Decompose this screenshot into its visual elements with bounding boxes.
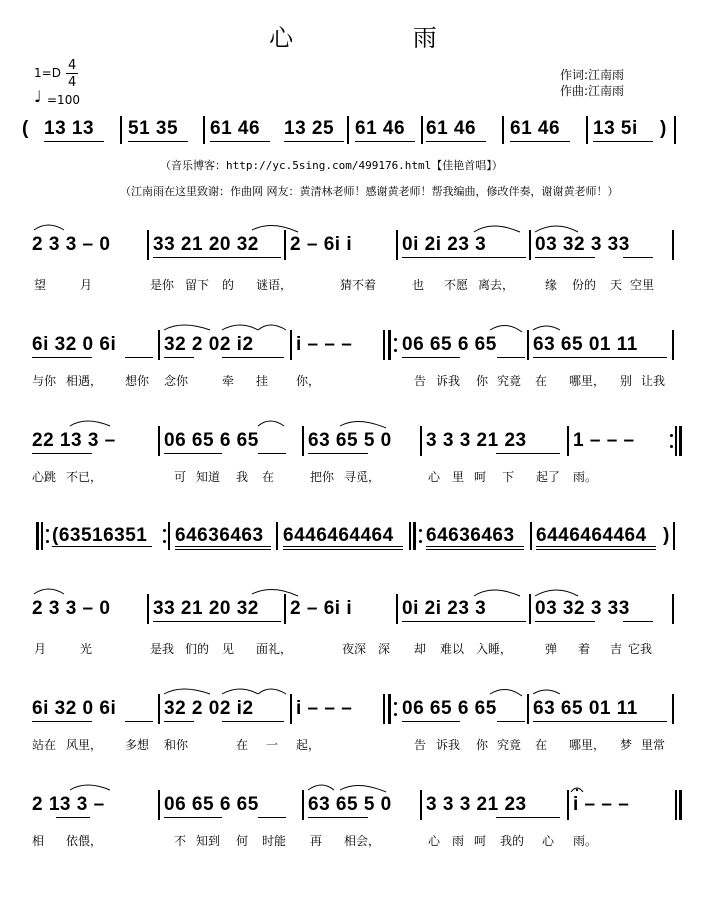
measure: 6i 32 0 6i bbox=[32, 334, 117, 355]
lyric: 你 bbox=[476, 374, 489, 388]
lyric: 牵 bbox=[222, 374, 235, 388]
interlude-measure: 64636463 bbox=[175, 525, 264, 546]
lyric: 见 bbox=[222, 642, 235, 656]
lyric: 深 bbox=[378, 642, 391, 656]
lyric: 也 bbox=[412, 278, 425, 292]
intro-measure: 61 46 bbox=[210, 118, 261, 139]
intro-measure: 13 25 bbox=[284, 118, 335, 139]
interlude-measure: 64636463 bbox=[426, 525, 515, 546]
slur bbox=[258, 689, 286, 694]
lyric: 站在 bbox=[32, 738, 57, 752]
measure: 63 65 5 0 bbox=[308, 430, 392, 451]
intro-measure: 51 35 bbox=[128, 118, 179, 139]
lyric: 心 bbox=[428, 834, 441, 848]
measure: 03 32 3 33 bbox=[535, 234, 630, 255]
lyric: 光 bbox=[80, 642, 93, 656]
lyric: 可 bbox=[174, 470, 187, 484]
measure: 06 65 6 65 bbox=[164, 430, 259, 451]
measure: 32 2 02 i2 bbox=[164, 698, 254, 719]
measure: 22 13 3 – bbox=[32, 430, 116, 451]
slur bbox=[70, 785, 110, 790]
slur bbox=[164, 689, 210, 694]
lyric: 在 bbox=[535, 738, 548, 752]
measure: 1 – – – bbox=[573, 430, 635, 451]
lyricist-credit: 作词:江南雨 bbox=[560, 68, 625, 82]
lyric: 夜深 bbox=[342, 642, 367, 656]
lyric: 在 bbox=[262, 470, 275, 484]
measure: 3 3 3 21 23 bbox=[426, 430, 527, 451]
lyric: 缘 bbox=[545, 278, 558, 292]
lyric: 呵 bbox=[474, 470, 487, 484]
slur bbox=[222, 689, 258, 694]
lyric: 面礼， bbox=[256, 642, 293, 656]
lyric: 份的 bbox=[572, 278, 597, 292]
lyric: 谜语， bbox=[256, 278, 293, 292]
slur bbox=[252, 225, 298, 232]
lyric: 却 bbox=[414, 642, 427, 656]
measure: 6i 32 0 6i bbox=[32, 698, 117, 719]
lyric: 不已， bbox=[66, 470, 103, 484]
lyric: 在 bbox=[535, 374, 548, 388]
lyric: 你， bbox=[296, 374, 321, 388]
lyric: 别 bbox=[620, 374, 633, 388]
lyric: 告 bbox=[414, 374, 427, 388]
lyric: 风里， bbox=[66, 738, 103, 752]
measure: 2 3 3 – 0 bbox=[32, 234, 111, 255]
measure: 06 65 6 65 bbox=[402, 698, 497, 719]
lyric: 月 bbox=[34, 642, 47, 656]
measure: 0i 2i 23 3 bbox=[402, 234, 487, 255]
slur bbox=[535, 590, 578, 596]
blog-link-line: （音乐博客：http://yc.5sing.com/499176.html【佳艳首唱】） bbox=[160, 159, 503, 172]
slur bbox=[34, 225, 64, 230]
lyric: 诉我 bbox=[436, 374, 461, 388]
lyric: 猜不着 bbox=[340, 278, 377, 292]
lyric: 诉我 bbox=[436, 738, 461, 752]
lyric: 雨。 bbox=[573, 470, 598, 484]
slur bbox=[490, 689, 522, 696]
intro-measure: 13 5i bbox=[593, 118, 638, 139]
lyric: 呵 bbox=[474, 834, 487, 848]
tempo-marking: =100 bbox=[47, 93, 80, 107]
measure: i – – – bbox=[296, 334, 353, 355]
slur bbox=[474, 590, 520, 596]
measure: 06 65 6 65 bbox=[402, 334, 497, 355]
slur bbox=[34, 589, 64, 594]
lyric: 相 bbox=[32, 834, 45, 848]
measure: 2 13 3 – bbox=[32, 794, 105, 815]
lyric: 不 bbox=[174, 834, 187, 848]
lyric: 不愿 bbox=[444, 278, 469, 292]
lyric: 时能 bbox=[262, 834, 287, 848]
lyric: 相遇， bbox=[66, 374, 103, 388]
measure: i – – – bbox=[573, 794, 630, 815]
thanks-line: （江南雨在这里致谢：作曲网 网友：黄清林老师！感谢黄老师！帮我编曲，修改伴奏，谢谢黄老师！） bbox=[120, 185, 619, 198]
lyric: 弹 bbox=[545, 642, 558, 656]
lyric: 在 bbox=[236, 738, 249, 752]
slur bbox=[340, 421, 386, 428]
measure: i – – – bbox=[296, 698, 353, 719]
lyric: 多想 bbox=[125, 738, 150, 752]
slur bbox=[474, 226, 520, 232]
slur bbox=[308, 785, 334, 790]
lyric: 起， bbox=[296, 738, 321, 752]
measure: 03 32 3 33 bbox=[535, 598, 630, 619]
slur bbox=[533, 690, 560, 694]
lyric: 难以 bbox=[440, 642, 465, 656]
lyric: 让我 bbox=[641, 374, 666, 388]
measure: 2 3 3 – 0 bbox=[32, 598, 111, 619]
lyric: 吉 bbox=[610, 642, 623, 656]
measure: 33 21 20 32 bbox=[153, 598, 259, 619]
lyric: 究竟 bbox=[497, 738, 522, 752]
interlude-measure: (63516351 bbox=[52, 525, 148, 546]
lyric: 望 bbox=[34, 278, 47, 292]
slur bbox=[252, 589, 298, 596]
lyric: 空里 bbox=[630, 278, 655, 292]
lyric: 与你 bbox=[32, 374, 57, 388]
slur bbox=[258, 421, 284, 426]
measure: 33 21 20 32 bbox=[153, 234, 259, 255]
lyric: 把你 bbox=[310, 470, 335, 484]
measure: 63 65 01 11 bbox=[533, 698, 638, 719]
lyric: 雨。 bbox=[573, 834, 598, 848]
lyric: 我 bbox=[236, 470, 249, 484]
lyric: 下 bbox=[502, 470, 515, 484]
lyric: 里常 bbox=[641, 738, 666, 752]
lyric: 挂 bbox=[256, 374, 269, 388]
slur bbox=[258, 325, 286, 330]
lyric: 一 bbox=[266, 738, 279, 752]
lyric: 念你 bbox=[164, 374, 189, 388]
measure: 32 2 02 i2 bbox=[164, 334, 254, 355]
lyric: 知道 bbox=[196, 470, 221, 484]
lyric: 天 bbox=[610, 278, 623, 292]
time-signature-bottom: 4 bbox=[68, 75, 77, 90]
measure: 2 – 6i i bbox=[290, 598, 353, 619]
slur bbox=[222, 325, 258, 330]
interlude-close-paren: ) bbox=[663, 525, 670, 546]
lyric: 何 bbox=[236, 834, 249, 848]
lyric: 究竟 bbox=[497, 374, 522, 388]
slur bbox=[340, 785, 386, 792]
lyric: 的 bbox=[222, 278, 235, 292]
quarter-note-icon: ♩ bbox=[34, 87, 42, 106]
time-signature-top: 4 bbox=[68, 58, 77, 73]
slur bbox=[535, 226, 578, 232]
lyric: 想你 bbox=[125, 374, 150, 388]
intro-measure: 61 46 bbox=[426, 118, 477, 139]
lyric: 里 bbox=[452, 470, 465, 484]
measure: 06 65 6 65 bbox=[164, 794, 259, 815]
measure: 63 65 5 0 bbox=[308, 794, 392, 815]
lyric: 们的 bbox=[185, 642, 210, 656]
lyric: 和你 bbox=[164, 738, 189, 752]
lyric: 心 bbox=[542, 834, 555, 848]
interlude-measure: 6446464464 bbox=[283, 525, 394, 546]
lyric: 是你 bbox=[150, 278, 175, 292]
fermata-dot bbox=[576, 789, 578, 791]
interlude-measure: 6446464464 bbox=[536, 525, 647, 546]
lyric: 留下 bbox=[185, 278, 210, 292]
lyric: 再 bbox=[310, 834, 323, 848]
measure: 3 3 3 21 23 bbox=[426, 794, 527, 815]
song-title: 心 雨 bbox=[269, 24, 493, 52]
lyric: 你 bbox=[476, 738, 489, 752]
lyric: 雨 bbox=[452, 834, 465, 848]
lyric: 知到 bbox=[196, 834, 221, 848]
slur bbox=[490, 325, 522, 332]
lyric: 月 bbox=[80, 278, 93, 292]
lyric: 心 bbox=[428, 470, 441, 484]
lyric: 是我 bbox=[150, 642, 175, 656]
intro-measure: 61 46 bbox=[510, 118, 561, 139]
lyric: 梦 bbox=[620, 738, 633, 752]
lyric: 心跳 bbox=[32, 470, 57, 484]
lyric: 哪里， bbox=[569, 738, 606, 752]
intro-measure: 13 13 bbox=[44, 118, 95, 139]
lyric: 着 bbox=[578, 642, 591, 656]
composer-credit: 作曲:江南雨 bbox=[560, 84, 625, 98]
key-signature: 1=D bbox=[34, 66, 61, 80]
lyric: 起了 bbox=[536, 470, 561, 484]
intro-open-paren: ( bbox=[22, 118, 29, 139]
measure: 2 – 6i i bbox=[290, 234, 353, 255]
lyric: 告 bbox=[414, 738, 427, 752]
measure: 63 65 01 11 bbox=[533, 334, 638, 355]
lyric: 它我 bbox=[628, 642, 653, 656]
lyric: 哪里， bbox=[569, 374, 606, 388]
measure: 0i 2i 23 3 bbox=[402, 598, 487, 619]
slur bbox=[164, 325, 210, 330]
lyric: 依偎， bbox=[66, 834, 103, 848]
intro-close-paren: ) bbox=[660, 118, 667, 139]
lyric: 入睡， bbox=[476, 642, 513, 656]
slur bbox=[533, 326, 560, 330]
slur bbox=[70, 421, 110, 426]
lyric: 相会， bbox=[344, 834, 381, 848]
lyric: 我的 bbox=[500, 834, 525, 848]
intro-measure: 61 46 bbox=[355, 118, 406, 139]
lyric: 寻觅， bbox=[344, 470, 381, 484]
lyric: 离去， bbox=[478, 278, 515, 292]
